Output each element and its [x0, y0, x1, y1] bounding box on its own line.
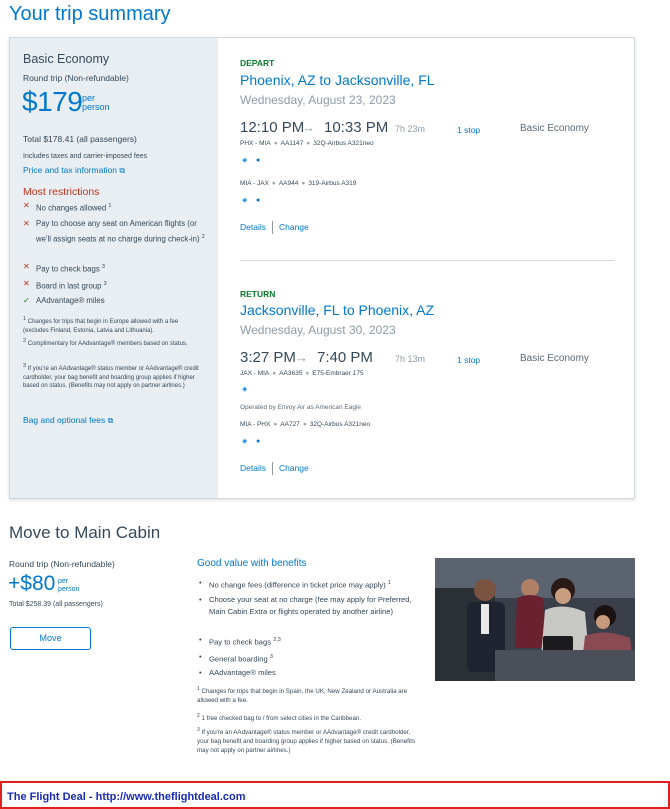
wifi-icon: ◈: [242, 438, 248, 445]
depart-details-link[interactable]: Details: [240, 221, 266, 232]
depart-route: Phoenix, AZ to Jacksonville, FL: [240, 72, 435, 88]
depart-actions: [240, 221, 309, 234]
benefit-item: • General boarding $^3$: [199, 652, 273, 664]
upsell-footnote: $^2$ 1 free checked bag to / from select cities in the Caribbean.: [197, 713, 362, 723]
upsell-footnote: $^3$ If you're an AAdvantage® status member or AAdvantage® credit cardholder, your bag benefit and boarding group applies if higher based on status. (Benefits may not apply on partner airlines.): [197, 727, 416, 755]
return-route: Jacksonville, FL to Phoenix, AZ: [240, 302, 435, 318]
footnote: $^3$ If you're an AAdvantage® status member or AAdvantage® credit cardholder, your bag benefit and boarding group applies if higher based on status. (Benefits may not apply on partner airlines.): [23, 363, 199, 389]
depart-date: Wednesday, August 23, 2023: [240, 93, 396, 107]
return-details-link[interactable]: Details: [240, 462, 266, 473]
fare-panel: [10, 38, 218, 498]
return-change-link[interactable]: Change: [278, 462, 309, 473]
benefits-title: Good value with benefits: [197, 558, 307, 569]
depart-cabin: Basic Economy: [520, 123, 589, 134]
close-icon: ✕: [23, 201, 30, 210]
return-leg-2: MIA - PHX ● AA727 ● 32Q-Airbus A321neo: [240, 421, 371, 428]
close-icon: ✕: [23, 219, 30, 228]
return-stops-link[interactable]: 1 stop: [457, 355, 481, 365]
check-icon: ✓: [23, 296, 30, 305]
power-icon: ●: [256, 438, 261, 445]
move-button[interactable]: Move: [10, 627, 91, 650]
external-link-icon: ⧉: [119, 166, 126, 175]
restriction-item: ✕ Board in last group $^3$: [23, 279, 107, 291]
close-icon: ✕: [23, 279, 30, 288]
return-duration: 7h 13m: [395, 354, 426, 364]
return-date: Wednesday, August 30, 2023: [240, 323, 396, 337]
restriction-item: ✕ Pay to choose any seat on American flights (or we'll assign seats at no charge during check-in) $^2$: [23, 219, 205, 244]
restriction-item: ✕ No changes allowed $^1$: [23, 201, 112, 213]
footnote: $^1$ Changes for trips that begin in Europe allowed with a fee (excludes Finland, Estonia, Latvia and Lithuania).: [23, 316, 179, 334]
restriction-item: ✓ AAdvantage® miles: [23, 295, 213, 308]
benefit-item: • AAdvantage® miles: [199, 668, 276, 677]
passengers-image: [435, 558, 635, 681]
upsell-trip-type: Round trip (Non-refundable): [9, 559, 115, 569]
upsell-per-person: per person: [58, 578, 80, 593]
return-leg-1: JAX - MIA ● AA3635 ● E75-Embraer 175: [240, 370, 364, 377]
depart-leg-1-amenities: [242, 156, 270, 164]
depart-leg-2-amenities: [242, 196, 270, 204]
operated-by: Operated by Envoy Air as American Eagle: [240, 404, 362, 411]
benefit-item: • Pay to check bags $^{2,3}$: [199, 635, 281, 647]
wifi-icon: ◈: [242, 386, 248, 393]
arrow-right-icon: →: [302, 120, 315, 135]
return-arr-time: 7:40 PM: [317, 349, 373, 366]
depart-duration: 7h 23m: [395, 124, 426, 134]
upsell-total: Total $258.39 (all passengers): [9, 601, 103, 608]
upsell-footnote: $^1$ Changes for trips that begin in Spain, the UK, New Zealand or Australia are allowed with a fee.: [197, 686, 408, 705]
arrow-right-icon: →: [295, 350, 308, 365]
main-cabin-photo: [435, 558, 635, 681]
footnote: $^2$ Complimentary for AAdvantage® members based on status.: [23, 338, 188, 347]
upsell-title: Move to Main Cabin: [9, 523, 161, 542]
power-icon: ●: [256, 157, 261, 164]
benefit-item: • Choose your seat at no charge (fee may apply for Preferred, Main Cabin Extra or flights operated by another airline): [199, 595, 412, 616]
wifi-icon: ◈: [242, 197, 248, 204]
fare-price: $179: [22, 86, 83, 117]
depart-arr-time: 10:33 PM: [324, 119, 389, 136]
return-label: RETURN: [240, 289, 276, 299]
return-dep-time: 3:27 PM: [240, 349, 296, 366]
depart-dep-time: 12:10 PM: [240, 119, 305, 136]
footer-banner: [0, 781, 670, 809]
return-cabin: Basic Economy: [520, 353, 589, 364]
bag-fees-link[interactable]: Bag and optional fees ⧉: [23, 415, 114, 425]
power-icon: ●: [256, 197, 261, 204]
benefit-item: • No change fees (difference in ticket price may apply) $^1$: [199, 578, 391, 590]
fare-trip-type: Round trip (Non-refundable): [23, 73, 129, 83]
depart-change-link[interactable]: Change: [278, 221, 309, 232]
depart-leg-2: MIA - JAX ● AA944 ● 319-Airbus A319: [240, 180, 357, 187]
external-link-icon: ⧉: [107, 416, 114, 425]
return-leg-1-amenities: [242, 385, 256, 393]
price-tax-info-link[interactable]: Price and tax information ⧉: [23, 165, 126, 175]
depart-label: DEPART: [240, 58, 275, 68]
depart-leg-1: PHX - MIA ● AA1147 ● 32Q-Airbus A321neo: [240, 140, 374, 147]
fare-name: Basic Economy: [23, 52, 110, 66]
fare-total: Total $178.41 (all passengers): [23, 134, 137, 144]
divider: [240, 260, 614, 261]
restrictions-title: Most restrictions: [23, 186, 100, 198]
page-title: Your trip summary: [9, 3, 171, 25]
fare-per-person: per person: [82, 93, 110, 112]
trip-summary-card: [9, 37, 635, 499]
return-leg-2-amenities: [242, 437, 270, 445]
wifi-icon: ◈: [242, 157, 248, 164]
restriction-item: ✕ Pay to check bags $^3$: [23, 262, 105, 274]
fare-includes: Includes taxes and carrier-imposed fees: [23, 153, 148, 160]
footer-link[interactable]: The Flight Deal - http://www.theflightdeal.com: [7, 791, 246, 803]
depart-stops-link[interactable]: 1 stop: [457, 125, 481, 135]
upsell-price: +$80: [8, 572, 56, 595]
return-actions: [240, 462, 309, 475]
close-icon: ✕: [23, 262, 30, 271]
